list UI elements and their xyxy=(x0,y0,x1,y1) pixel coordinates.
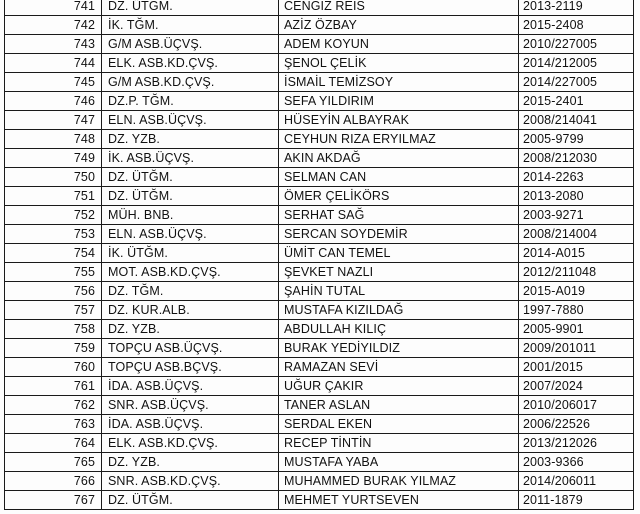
row-number-cell: 763 xyxy=(5,415,102,434)
registry-number-cell: 2014/212005 xyxy=(519,54,634,73)
person-name-cell: HÜSEYİN ALBAYRAK xyxy=(279,111,519,130)
table-row xyxy=(5,187,634,206)
rank-cell: G/M ASB.KD.ÇVŞ. xyxy=(102,73,279,92)
table-row xyxy=(5,263,634,282)
row-number-cell: 767 xyxy=(5,491,102,510)
registry-number-cell: 2014/227005 xyxy=(519,73,634,92)
rank-cell: DZ. KUR.ALB. xyxy=(102,301,279,320)
person-name-cell: ABDULLAH KILIÇ xyxy=(279,320,519,339)
row-number-cell: 745 xyxy=(5,73,102,92)
row-number-cell: 747 xyxy=(5,111,102,130)
person-name-cell: ŞEVKET NAZLI xyxy=(279,263,519,282)
row-number-cell: 753 xyxy=(5,225,102,244)
person-name-cell: MUHAMMED BURAK YILMAZ xyxy=(279,472,519,491)
registry-number-cell: 2013/212026 xyxy=(519,434,634,453)
row-number-cell: 755 xyxy=(5,263,102,282)
registry-number-cell: 2014-A015 xyxy=(519,244,634,263)
table-row xyxy=(5,111,634,130)
table-row xyxy=(5,206,634,225)
registry-number-cell: 2006/22526 xyxy=(519,415,634,434)
rank-cell: ELK. ASB.KD.ÇVŞ. xyxy=(102,54,279,73)
person-name-cell: ÜMİT CAN TEMEL xyxy=(279,244,519,263)
person-name-cell: CENGİZ REİS xyxy=(279,0,519,16)
person-name-cell: ÖMER ÇELİKÖRS xyxy=(279,187,519,206)
registry-number-cell: 2005-9799 xyxy=(519,130,634,149)
person-name-cell: ADEM KOYUN xyxy=(279,35,519,54)
row-number-cell: 760 xyxy=(5,358,102,377)
registry-number-cell: 2010/206017 xyxy=(519,396,634,415)
person-name-cell: SERHAT SAĞ xyxy=(279,206,519,225)
person-name-cell: AZİZ ÖZBAY xyxy=(279,16,519,35)
registry-number-cell: 2011-1879 xyxy=(519,491,634,510)
registry-number-cell: 2008/214004 xyxy=(519,225,634,244)
table-row xyxy=(5,168,634,187)
row-number-cell: 749 xyxy=(5,149,102,168)
row-number-cell: 756 xyxy=(5,282,102,301)
registry-number-cell: 2014/206011 xyxy=(519,472,634,491)
table-row xyxy=(5,282,634,301)
table-row xyxy=(5,358,634,377)
table-row xyxy=(5,16,634,35)
row-number-cell: 751 xyxy=(5,187,102,206)
registry-number-cell: 2003-9271 xyxy=(519,206,634,225)
registry-number-cell: 2001/2015 xyxy=(519,358,634,377)
registry-number-cell: 2005-9901 xyxy=(519,320,634,339)
table-row xyxy=(5,415,634,434)
person-name-cell: RECEP TİNTİN xyxy=(279,434,519,453)
row-number-cell: 744 xyxy=(5,54,102,73)
table-row xyxy=(5,396,634,415)
person-name-cell: CEYHUN RIZA ERYILMAZ xyxy=(279,130,519,149)
rank-cell: SNR. ASB.ÜÇVŞ. xyxy=(102,396,279,415)
row-number-cell: 762 xyxy=(5,396,102,415)
row-number-cell: 750 xyxy=(5,168,102,187)
table-row xyxy=(5,225,634,244)
registry-number-cell: 2003-9366 xyxy=(519,453,634,472)
table-row xyxy=(5,35,634,54)
rank-cell: DZ. YZB. xyxy=(102,130,279,149)
rank-cell: TOPÇU ASB.ÜÇVŞ. xyxy=(102,339,279,358)
rank-cell: G/M ASB.ÜÇVŞ. xyxy=(102,35,279,54)
row-number-cell: 761 xyxy=(5,377,102,396)
rank-cell: DZ. ÜTĞM. xyxy=(102,168,279,187)
row-number-cell: 765 xyxy=(5,453,102,472)
person-name-cell: AKIN AKDAĞ xyxy=(279,149,519,168)
person-name-cell: ŞENOL ÇELİK xyxy=(279,54,519,73)
rank-cell: MOT. ASB.KD.ÇVŞ. xyxy=(102,263,279,282)
registry-number-cell: 2009/201011 xyxy=(519,339,634,358)
row-number-cell: 764 xyxy=(5,434,102,453)
table-row xyxy=(5,73,634,92)
personnel-roster-table xyxy=(4,0,634,510)
table-row xyxy=(5,130,634,149)
rank-cell: DZ. YZB. xyxy=(102,453,279,472)
rank-cell: TOPÇU ASB.BÇVŞ. xyxy=(102,358,279,377)
person-name-cell: TANER ASLAN xyxy=(279,396,519,415)
person-name-cell: MEHMET YURTSEVEN xyxy=(279,491,519,510)
rank-cell: SNR. ASB.KD.ÇVŞ. xyxy=(102,472,279,491)
table-row xyxy=(5,472,634,491)
table-row xyxy=(5,339,634,358)
row-number-cell: 757 xyxy=(5,301,102,320)
rank-cell: ELK. ASB.KD.ÇVŞ. xyxy=(102,434,279,453)
row-number-cell: 741 xyxy=(5,0,102,16)
rank-cell: İDA. ASB.ÜÇVŞ. xyxy=(102,415,279,434)
row-number-cell: 759 xyxy=(5,339,102,358)
rank-cell: DZ. ÜTĞM. xyxy=(102,0,279,16)
row-number-cell: 746 xyxy=(5,92,102,111)
person-name-cell: BURAK YEDİYILDIZ xyxy=(279,339,519,358)
row-number-cell: 758 xyxy=(5,320,102,339)
table-row xyxy=(5,491,634,510)
registry-number-cell: 2015-2401 xyxy=(519,92,634,111)
registry-number-cell: 2015-2408 xyxy=(519,16,634,35)
registry-number-cell: 2015-A019 xyxy=(519,282,634,301)
row-number-cell: 752 xyxy=(5,206,102,225)
rank-cell: İK. TĞM. xyxy=(102,16,279,35)
rank-cell: İK. ÜTĞM. xyxy=(102,244,279,263)
row-number-cell: 743 xyxy=(5,35,102,54)
registry-number-cell: 1997-7880 xyxy=(519,301,634,320)
table-row xyxy=(5,434,634,453)
table-row xyxy=(5,54,634,73)
row-number-cell: 748 xyxy=(5,130,102,149)
table-row xyxy=(5,92,634,111)
table-row xyxy=(5,320,634,339)
registry-number-cell: 2012/211048 xyxy=(519,263,634,282)
person-name-cell: İSMAİL TEMİZSOY xyxy=(279,73,519,92)
rank-cell: ELN. ASB.ÜÇVŞ. xyxy=(102,225,279,244)
person-name-cell: MUSTAFA KIZILDAĞ xyxy=(279,301,519,320)
rank-cell: DZ. ÜTĞM. xyxy=(102,491,279,510)
row-number-cell: 742 xyxy=(5,16,102,35)
person-name-cell: SELMAN CAN xyxy=(279,168,519,187)
row-number-cell: 766 xyxy=(5,472,102,491)
registry-number-cell: 2008/212030 xyxy=(519,149,634,168)
rank-cell: DZ. YZB. xyxy=(102,320,279,339)
person-name-cell: ŞAHİN TUTAL xyxy=(279,282,519,301)
person-name-cell: RAMAZAN SEVİ xyxy=(279,358,519,377)
registry-number-cell: 2014-2263 xyxy=(519,168,634,187)
person-name-cell: SEFA YILDIRIM xyxy=(279,92,519,111)
rank-cell: ELN. ASB.ÜÇVŞ. xyxy=(102,111,279,130)
table-row xyxy=(5,453,634,472)
person-name-cell: MUSTAFA YABA xyxy=(279,453,519,472)
person-name-cell: UĞUR ÇAKIR xyxy=(279,377,519,396)
registry-number-cell: 2007/2024 xyxy=(519,377,634,396)
row-number-cell: 754 xyxy=(5,244,102,263)
registry-number-cell: 2013-2080 xyxy=(519,187,634,206)
table-row xyxy=(5,377,634,396)
rank-cell: DZ. ÜTĞM. xyxy=(102,187,279,206)
rank-cell: DZ.P. TĞM. xyxy=(102,92,279,111)
person-name-cell: SERDAL EKEN xyxy=(279,415,519,434)
rank-cell: MÜH. BNB. xyxy=(102,206,279,225)
table-row xyxy=(5,244,634,263)
table-row xyxy=(5,0,634,16)
table-row xyxy=(5,301,634,320)
registry-number-cell: 2010/227005 xyxy=(519,35,634,54)
table-row xyxy=(5,149,634,168)
registry-number-cell: 2008/214041 xyxy=(519,111,634,130)
roster-table-body xyxy=(5,0,634,510)
person-name-cell: SERCAN SOYDEMİR xyxy=(279,225,519,244)
rank-cell: İDA. ASB.ÜÇVŞ. xyxy=(102,377,279,396)
registry-number-cell: 2013-2119 xyxy=(519,0,634,16)
rank-cell: İK. ASB.ÜÇVŞ. xyxy=(102,149,279,168)
rank-cell: DZ. TĞM. xyxy=(102,282,279,301)
